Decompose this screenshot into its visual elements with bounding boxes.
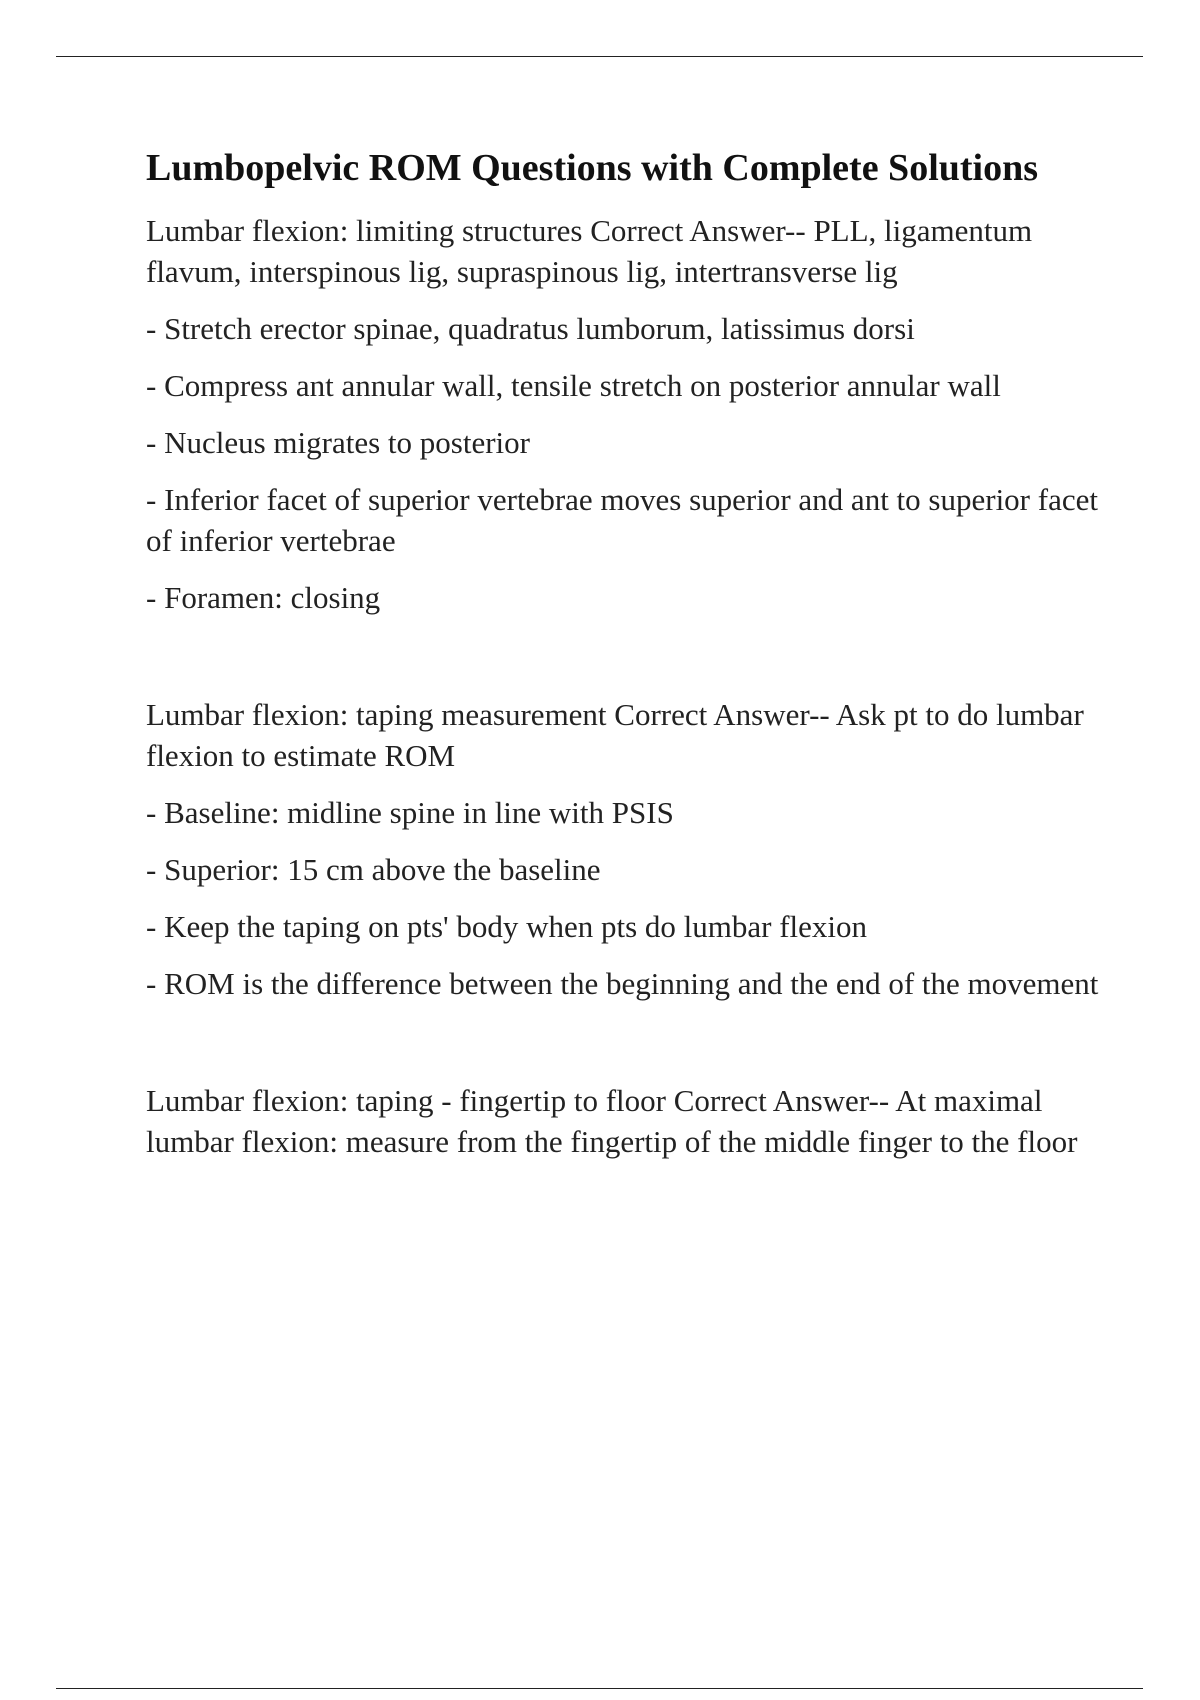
bottom-divider — [56, 1688, 1143, 1689]
document-title: Lumbopelvic ROM Questions with Complete Solutions — [146, 147, 1039, 189]
qa-block-limiting-structures — [146, 210, 1106, 618]
top-divider — [56, 56, 1143, 57]
question-answer: Lumbar flexion: taping measurement Correct Answer-- Ask pt to do lumbar flexion to estimate ROM — [146, 697, 1084, 773]
qa-block-taping-measurement — [146, 694, 1106, 1004]
answer-point: - Foramen: closing — [146, 580, 381, 615]
qa-block-fingertip-to-floor — [146, 1080, 1106, 1162]
question-answer: Lumbar flexion: limiting structures Correct Answer-- PLL, ligamentum flavum, interspinous lig, supraspinous lig, intertransverse lig — [146, 213, 1033, 289]
answer-point: - ROM is the difference between the beginning and the end of the movement — [146, 966, 1099, 1001]
answer-point: - Inferior facet of superior vertebrae moves superior and ant to superior facet of inferior vertebrae — [146, 482, 1098, 558]
answer-point: - Baseline: midline spine in line with PSIS — [146, 795, 674, 830]
question-answer: Lumbar flexion: taping - fingertip to floor Correct Answer-- At maximal lumbar flexion: measure from the fingertip of the middle finger to the floor — [146, 1083, 1078, 1159]
answer-point: - Stretch erector spinae, quadratus lumborum, latissimus dorsi — [146, 311, 915, 346]
answer-point: - Keep the taping on pts' body when pts do lumbar flexion — [146, 909, 868, 944]
document-body — [146, 143, 1106, 1178]
answer-point: - Nucleus migrates to posterior — [146, 425, 530, 460]
answer-point: - Superior: 15 cm above the baseline — [146, 852, 601, 887]
answer-point: - Compress ant annular wall, tensile stretch on posterior annular wall — [146, 368, 1001, 403]
